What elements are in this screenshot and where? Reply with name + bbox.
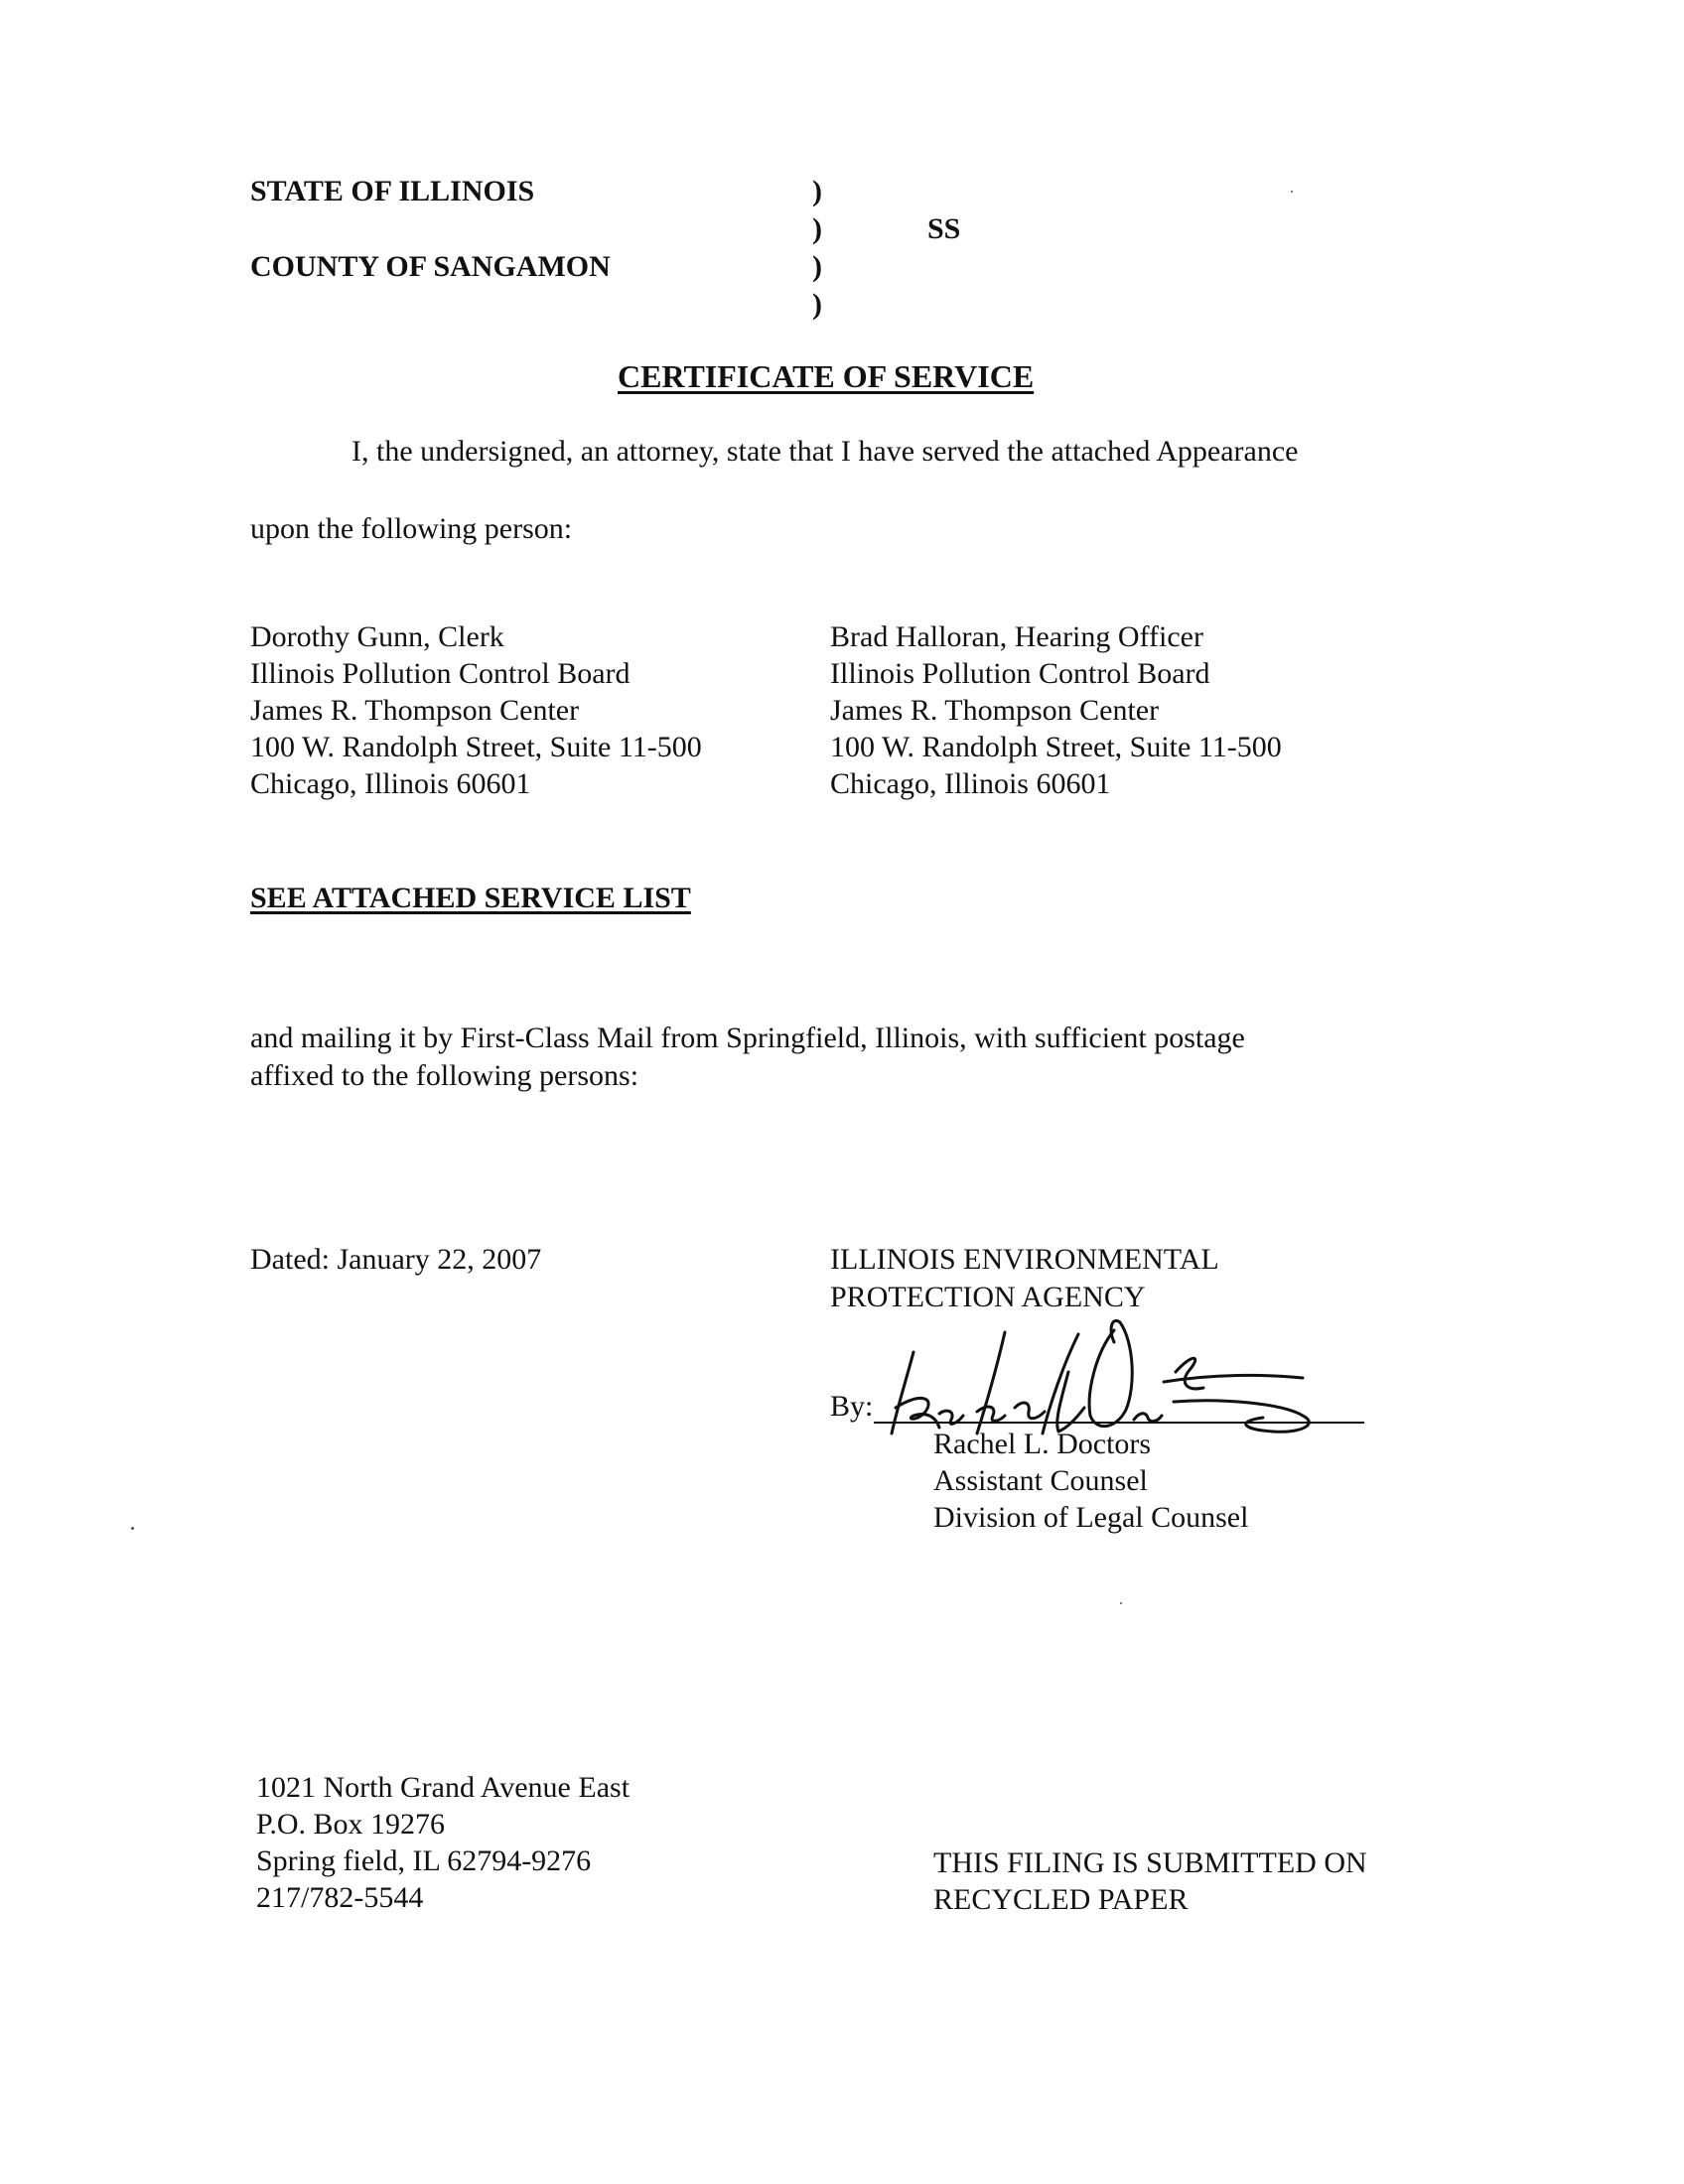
addressee-clerk <box>250 618 702 802</box>
caption-paren-3: ) <box>812 250 822 283</box>
caption-paren-2: ) <box>812 212 822 245</box>
caption-paren-1: ) <box>812 175 822 207</box>
addressee-line: Brad Halloran, Hearing Officer <box>830 620 1203 653</box>
addressee-line: James R. Thompson Center <box>250 694 580 727</box>
addressee-hearing-officer <box>830 618 1282 802</box>
return-address-line: 1021 North Grand Avenue East <box>256 1771 631 1804</box>
addressee-line: Chicago, Illinois 60601 <box>250 767 531 800</box>
return-address-line: 217/782-5544 <box>256 1881 424 1914</box>
addressee-line: Illinois Pollution Control Board <box>830 657 1210 690</box>
caption-state: STATE OF ILLINOIS <box>250 175 535 207</box>
caption-county: COUNTY OF SANGAMON <box>250 250 611 283</box>
recycled-notice <box>933 1844 1367 1918</box>
signer-name: Rachel L. Doctors <box>933 1428 1152 1460</box>
mailing-line-2: affixed to the following persons: <box>250 1059 639 1092</box>
scan-speck <box>1120 1602 1122 1604</box>
scan-speck <box>131 1527 134 1530</box>
addressee-line: Chicago, Illinois 60601 <box>830 767 1111 800</box>
agency-line-1: ILLINOIS ENVIRONMENTAL <box>830 1243 1219 1276</box>
document-title: CERTIFICATE OF SERVICE <box>618 358 1035 394</box>
addressee-line: 100 W. Randolph Street, Suite 11-500 <box>250 731 702 763</box>
addressee-line: James R. Thompson Center <box>830 694 1160 727</box>
service-list-heading: SEE ATTACHED SERVICE LIST <box>250 882 691 914</box>
signer-title: Assistant Counsel <box>933 1464 1148 1497</box>
return-address-line: Spring field, IL 62794-9276 <box>256 1844 592 1877</box>
return-address-line: P.O. Box 19276 <box>256 1808 446 1841</box>
intro-line-2: upon the following person: <box>250 512 573 545</box>
return-address <box>256 1769 630 1916</box>
caption-ss: SS <box>927 212 961 245</box>
addressee-line: Illinois Pollution Control Board <box>250 657 631 690</box>
recycled-line-1: THIS FILING IS SUBMITTED ON <box>933 1846 1367 1879</box>
mailing-line-1: and mailing it by First-Class Mail from Springfield, Illinois, with sufficient postage <box>250 1022 1245 1054</box>
addressee-line: Dorothy Gunn, Clerk <box>250 620 504 653</box>
intro-line-1: I, the undersigned, an attorney, state that I have served the attached Appearance <box>351 435 1299 468</box>
caption-paren-4: ) <box>812 288 822 321</box>
scan-speck <box>1291 191 1293 193</box>
addressee-line: 100 W. Randolph Street, Suite 11-500 <box>830 731 1282 763</box>
signer-block <box>933 1426 1248 1536</box>
by-label: By: <box>830 1390 874 1423</box>
recycled-line-2: RECYCLED PAPER <box>933 1883 1189 1916</box>
signer-division: Division of Legal Counsel <box>933 1501 1249 1534</box>
dated: Dated: January 22, 2007 <box>250 1243 542 1276</box>
agency-line-2: PROTECTION AGENCY <box>830 1281 1146 1313</box>
